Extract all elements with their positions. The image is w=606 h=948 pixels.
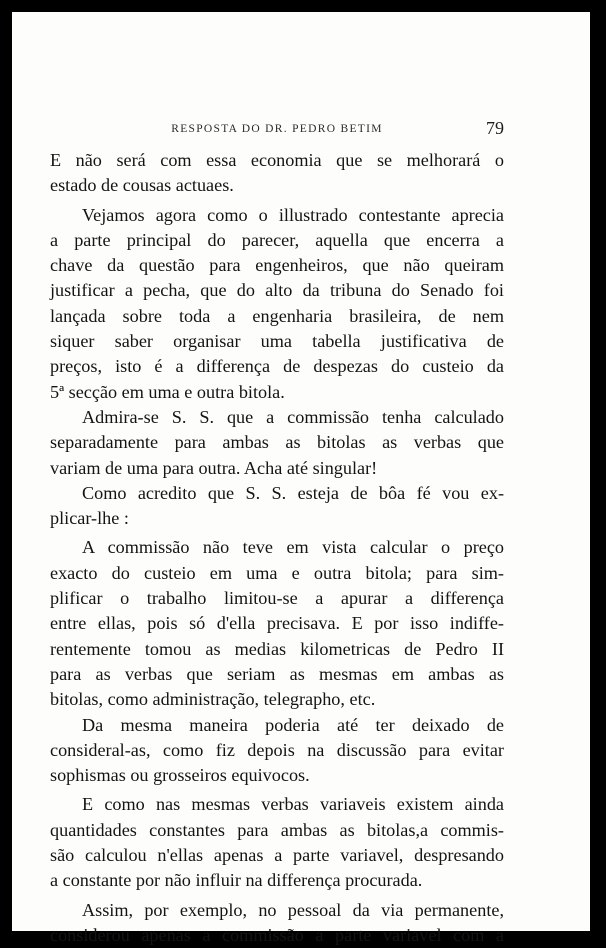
text-line: chave da questão para engenheiros, que não queiram (50, 255, 504, 276)
text-line: bitolas, como administração, telegrapho, etc. (50, 689, 376, 710)
text-line: entre ellas, pois só d'ella precisava. E por isso indiffe- (50, 613, 504, 634)
text-line: preços, isto é a differença de despezas do custeio da (50, 356, 504, 377)
running-head: RESPOSTA DO DR. PEDRO BETIM (171, 123, 383, 135)
text-line: Como acredito que S. S. esteja de bôa fé vou ex- (82, 482, 504, 503)
text-line: consideral-as, como fiz depois na discussão para evitar (50, 739, 504, 760)
page-header (50, 118, 504, 142)
text-line: Assim, por exemplo, no pessoal da via permanente, (82, 899, 504, 920)
text-line: plificar o trabalho limitou-se a apurar a differença (50, 588, 504, 609)
text-line: 5ª secção em uma e outra bitola. (50, 381, 285, 402)
text-line: estado de cousas actuaes. (50, 175, 234, 196)
text-line: considerou apenas a commissão a parte variavel com a (50, 924, 504, 945)
text-line: separadamente para ambas as bitolas as verbas que (50, 432, 504, 453)
text-line: E como nas mesmas verbas variaveis existem ainda (82, 794, 504, 815)
text-line: siquer saber organisar uma tabella justificativa de (50, 331, 504, 352)
text-line: sophismas ou grosseiros equivocos. (50, 765, 310, 786)
page-number: 79 (486, 118, 504, 138)
text-line: Vejamos agora como o illustrado contestante aprecia (82, 204, 504, 225)
text-line: A commissão não teve em vista calcular o preço (82, 537, 504, 558)
text-line: quantidades constantes para ambas as bitolas,a commis- (50, 819, 504, 840)
text-line: exacto do custeio em uma e outra bitola; para sim- (50, 562, 504, 583)
text-line: lançada sobre toda a engenharia brasileira, de nem (50, 305, 504, 326)
text-line: variam de uma para outra. Acha até singular! (50, 457, 378, 478)
text-line: E não será com essa economia que se melhorará o (50, 150, 504, 170)
text-line: a parte principal do parecer, aquella que encerra a (50, 229, 504, 250)
text-line: para as verbas que seriam as mesmas em ambas as (50, 663, 504, 684)
text-line: Da mesma maneira poderia até ter deixado de (82, 714, 504, 735)
text-line: Admira-se S. S. que a commissão tenha calculado (82, 406, 504, 427)
text-line: plicar-lhe : (50, 508, 129, 529)
book-page (12, 12, 590, 945)
text-line: rentemente tomou as medias kilometricas de Pedro II (50, 638, 504, 659)
text-line: são calculou n'ellas apenas a parte variavel, despresando (50, 845, 504, 866)
text-line: justificar a pecha, que do alto da tribuna do Senado foi (50, 280, 504, 301)
body-text (50, 148, 504, 948)
text-line: a constante por não influir na differença procurada. (50, 870, 423, 891)
